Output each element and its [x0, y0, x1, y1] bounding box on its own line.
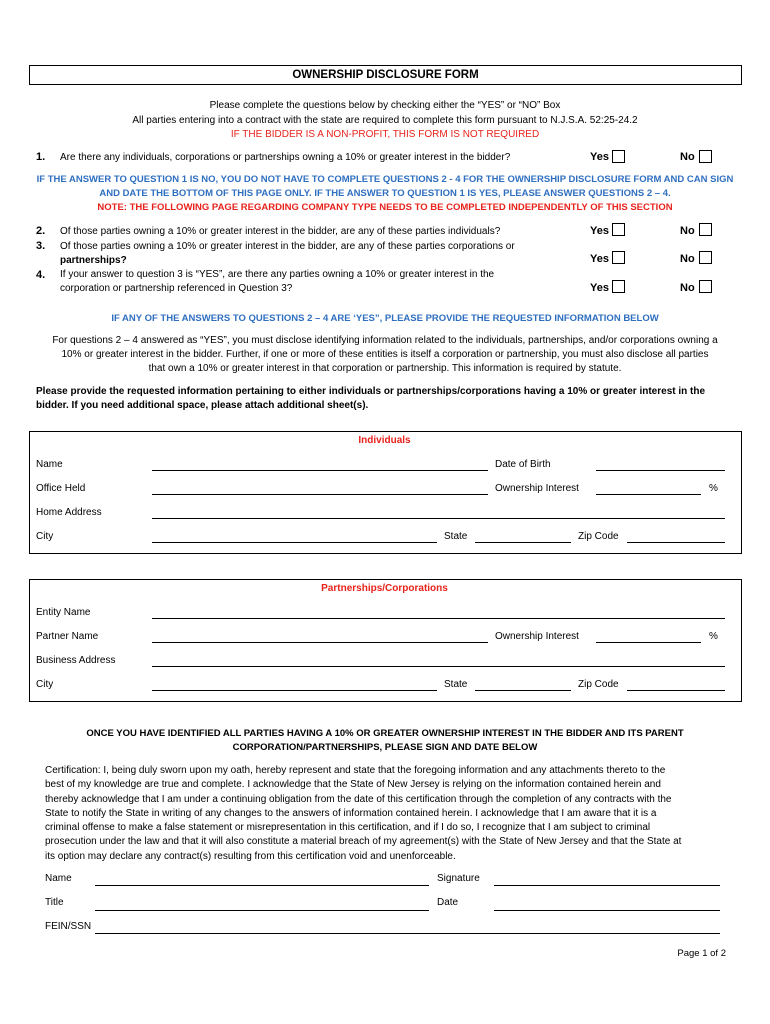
office-held-field[interactable] — [152, 494, 488, 495]
q4-no-label: No — [680, 282, 695, 294]
individual-state-label: State — [444, 531, 468, 542]
q4-yes-checkbox[interactable] — [612, 280, 625, 293]
individual-name-field[interactable] — [152, 470, 488, 471]
instruction-provide-info: IF ANY OF THE ANSWERS TO QUESTIONS 2 – 4 ARE ‘YES”, PLEASE PROVIDE THE REQUESTED INFORMATION BELOW — [111, 313, 659, 324]
partner-zip-field[interactable] — [627, 690, 725, 691]
q3-no-label: No — [680, 253, 695, 265]
signer-title-label: Title — [45, 897, 64, 908]
signer-name-label: Name — [45, 873, 72, 884]
intro-line-1: Please complete the questions below by checking either the “YES” or “NO” Box — [209, 100, 561, 111]
individual-ownership-field[interactable] — [596, 494, 701, 495]
date-of-birth-label: Date of Birth — [495, 459, 551, 470]
individual-ownership-label: Ownership Interest — [495, 483, 579, 494]
provide-info-line-1: Please provide the requested information pertaining to either individuals or partnerships/corporations having a 10% or greater interest in the — [36, 386, 706, 397]
partner-city-label: City — [36, 679, 54, 690]
signer-title-field[interactable] — [95, 910, 429, 911]
office-held-label: Office Held — [36, 483, 86, 494]
question-3-text-line-1: Of those parties owning a 10% or greater interest in the bidder, are any of these parties corporations or — [60, 241, 515, 252]
sign-date-field[interactable] — [494, 910, 720, 911]
partner-state-field[interactable] — [475, 690, 571, 691]
instruction-line-1: IF THE ANSWER TO QUESTION 1 IS NO, YOU DO NOT HAVE TO COMPLETE QUESTIONS 2 - 4 FOR THE OWNERSHIP DISCLOSURE FORM AND CAN SIGN — [36, 174, 734, 185]
certification-text — [45, 764, 681, 864]
q1-no-checkbox[interactable] — [699, 150, 712, 163]
q1-no-label: No — [680, 151, 695, 163]
instruction-line-2: AND DATE THE BOTTOM OF THIS PAGE ONLY. IF THE ANSWER TO QUESTION 1 IS YES, PLEASE ANSWER QUESTIONS 2 – 4. — [99, 188, 671, 199]
partner-name-field[interactable] — [152, 642, 488, 643]
q4-no-checkbox[interactable] — [699, 280, 712, 293]
disclosure-paragraph-line-3: that own a 10% or greater interest in that corporation or partnership. This information is required by statute. — [148, 363, 622, 374]
partner-city-field[interactable] — [152, 690, 437, 691]
q3-yes-checkbox[interactable] — [612, 251, 625, 264]
sign-heading-line-1: ONCE YOU HAVE IDENTIFIED ALL PARTIES HAVING A 10% OR GREATER OWNERSHIP INTEREST IN THE BIDDER AND ITS PARENT — [86, 728, 684, 739]
question-4-number: 4. — [36, 269, 46, 281]
date-of-birth-field[interactable] — [596, 470, 725, 471]
partnerships-header: Partnerships/Corporations — [321, 583, 448, 594]
individuals-header: Individuals — [358, 435, 411, 446]
question-4-text-line-1: If your answer to question 3 is “YES”, are there any parties owning a 10% or greater interest in the — [60, 269, 495, 280]
partner-percent-sign: % — [709, 631, 718, 642]
page-number: Page 1 of 2 — [677, 948, 726, 959]
partner-ownership-field[interactable] — [596, 642, 701, 643]
entity-name-label: Entity Name — [36, 607, 91, 618]
question-2-number: 2. — [36, 225, 46, 237]
certification-line: best of my knowledge are true and complete. I acknowledge that the State of New Jersey is relying on the information contained herein and — [45, 779, 661, 791]
question-1-number: 1. — [36, 151, 46, 163]
disclosure-paragraph-line-1: For questions 2 – 4 answered as “YES”, you must disclose identifying information related to the individuals, partnerships, and/or corporations owning a — [52, 335, 718, 346]
entity-name-field[interactable] — [152, 618, 725, 619]
certification-line: prosecution under the law and that it will also constitute a material breach of my agreement(s) with the State of New Jersey and that the State at — [45, 836, 682, 848]
partner-zip-label: Zip Code — [578, 679, 619, 690]
q3-yes-label: Yes — [590, 253, 609, 265]
individual-percent-sign: % — [709, 483, 718, 494]
signer-name-field[interactable] — [95, 885, 429, 886]
individual-zip-label: Zip Code — [578, 531, 619, 542]
q2-no-checkbox[interactable] — [699, 223, 712, 236]
business-address-label: Business Address — [36, 655, 116, 666]
form-title: OWNERSHIP DISCLOSURE FORM — [29, 65, 742, 85]
q3-no-checkbox[interactable] — [699, 251, 712, 264]
disclosure-paragraph-line-2: 10% or greater interest in the bidder. Further, if one or more of these entities is itself a corporation or partnership, you must also disclose all parties — [61, 349, 709, 360]
home-address-field[interactable] — [152, 518, 725, 519]
partnerships-section — [29, 579, 742, 702]
fein-ssn-label: FEIN/SSN — [45, 921, 92, 932]
business-address-field[interactable] — [152, 666, 725, 667]
sign-heading-line-2: CORPORATION/PARTNERSHIPS, PLEASE SIGN AND DATE BELOW — [232, 742, 538, 753]
certification-line: Certification: I, being duly sworn upon my oath, hereby represent and state that the foregoing information and any attachments thereto to the — [45, 765, 666, 776]
individual-city-field[interactable] — [152, 542, 437, 543]
fein-ssn-field[interactable] — [95, 933, 720, 934]
individuals-section — [29, 431, 742, 554]
certification-line: State to notify the State in writing of any changes to the answers of information contained herein. I acknowledge that I am aware that it is a — [45, 807, 657, 819]
certification-line: criminal offense to make a false statement or misrepresentation in this certification, and if I do so, I recognize that I am subject to criminal — [45, 822, 651, 834]
q2-no-label: No — [680, 225, 695, 237]
individual-zip-field[interactable] — [627, 542, 725, 543]
question-2-text: Of those parties owning a 10% or greater interest in the bidder, are any of these parties individuals? — [60, 226, 501, 237]
q2-yes-checkbox[interactable] — [612, 223, 625, 236]
partner-name-label: Partner Name — [36, 631, 99, 642]
question-4-text-line-2: corporation or partnership referenced in Question 3? — [60, 283, 293, 294]
individual-name-label: Name — [36, 459, 63, 470]
instruction-note: NOTE: THE FOLLOWING PAGE REGARDING COMPANY TYPE NEEDS TO BE COMPLETED INDEPENDENTLY OF THIS SECTION — [97, 202, 673, 213]
q1-yes-label: Yes — [590, 151, 609, 163]
question-1-text: Are there any individuals, corporations or partnerships owning a 10% or greater interest in the bidder? — [60, 152, 511, 163]
q1-yes-checkbox[interactable] — [612, 150, 625, 163]
q4-yes-label: Yes — [590, 282, 609, 294]
question-3-text-line-2: partnerships? — [60, 255, 127, 266]
certification-line: thereby acknowledge that I am under a continuing obligation from the date of this certification through the completion of any contracts with the — [45, 793, 672, 805]
individual-city-label: City — [36, 531, 54, 542]
provide-info-line-2: bidder. If you need additional space, please attach additional sheet(s). — [36, 400, 369, 411]
signature-label: Signature — [437, 873, 480, 884]
q2-yes-label: Yes — [590, 225, 609, 237]
home-address-label: Home Address — [36, 507, 102, 518]
individual-state-field[interactable] — [475, 542, 571, 543]
question-3-number: 3. — [36, 240, 46, 252]
signature-field[interactable] — [494, 885, 720, 886]
partner-state-label: State — [444, 679, 468, 690]
sign-date-label: Date — [437, 897, 459, 908]
intro-line-2: All parties entering into a contract with the state are required to complete this form pursuant to N.J.S.A. 52:25-24.2 — [132, 115, 638, 126]
partner-ownership-label: Ownership Interest — [495, 631, 579, 642]
intro-non-profit-note: IF THE BIDDER IS A NON-PROFIT, THIS FORM IS NOT REQUIRED — [230, 129, 540, 140]
certification-line: its option may declare any contract(s) resulting from this certification void and unenforceable. — [45, 850, 456, 862]
